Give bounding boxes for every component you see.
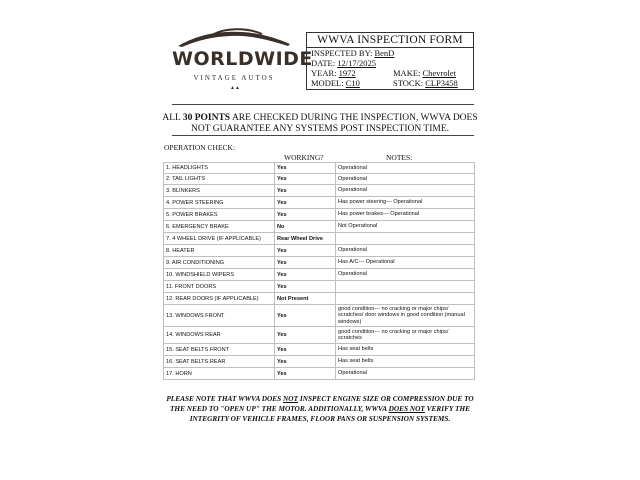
notes-cell: Operational [336,174,475,185]
working-cell: Yes [275,356,336,368]
table-row [164,185,475,197]
inspection-notice [160,113,480,135]
working-cell: Yes [275,368,336,380]
table-row [164,281,475,293]
stock-value: CLP3458 [425,78,458,88]
divider-bottom [172,135,474,136]
working-cell: Yes [275,327,336,344]
working-cell: Yes [275,209,336,221]
inspected-by-label: INSPECTED BY: [311,48,373,58]
operation-check-table [163,162,475,380]
operation-check-label: OPERATION CHECK: [164,143,236,152]
check-item-cell: 5. POWER BRAKES [164,209,275,221]
check-item-cell: 17. HORN [164,368,275,380]
check-item-cell: 15. SEAT BELTS FRONT [164,344,275,356]
logo-main-text: WORLDWIDE [172,48,313,70]
notes-cell [336,293,475,305]
table-row [164,269,475,281]
logo-ornament-icon: ▲▲ [230,86,240,91]
working-cell: Yes [275,257,336,269]
working-cell: Yes [275,281,336,293]
notes-cell: Has power brakes--- Operational [336,209,475,221]
working-cell: Yes [275,174,336,185]
table-row [164,293,475,305]
make-row [393,68,456,78]
working-cell: Yes [275,245,336,257]
working-cell: Yes [275,197,336,209]
working-cell: Yes [275,185,336,197]
date-value: 12/17/2025 [337,58,376,68]
make-label: MAKE: [393,68,421,78]
notes-cell [336,233,475,245]
date-label: DATE: [311,58,336,68]
worldwide-vintage-autos-logo [172,26,313,94]
notes-cell: good condition--- no cracking or major chips/ scratches/ door windows in good condition (manual windows) [336,305,475,327]
notes-cell: Has power steering--- Operational [336,197,475,209]
working-cell: Yes [275,305,336,327]
check-item-cell: 14. WINDOWS REAR [164,327,275,344]
year-label: YEAR: [311,68,337,78]
logo-sub-text: VINTAGE AUTOS [193,74,275,82]
footer-disclaimer [160,394,480,424]
table-row [164,356,475,368]
check-item-cell: 11. FRONT DOORS [164,281,275,293]
working-cell: Yes [275,163,336,174]
check-item-cell: 1. HEADLIGHTS [164,163,275,174]
check-item-cell: 9. AIR CONDITIONING [164,257,275,269]
table-row [164,174,475,185]
check-item-cell: 8. HEATER [164,245,275,257]
notice-text-1: ALL [162,113,183,123]
check-item-cell: 12. REAR DOORS (IF APPLICABLE) [164,293,275,305]
table-row [164,368,475,380]
model-value: C10 [345,78,360,88]
check-item-cell: 6. EMERGENCY BRAKE [164,221,275,233]
working-cell: Not Present [275,293,336,305]
footer-text-1: PLEASE NOTE THAT WWVA DOES [166,394,284,403]
inspected-by-value: BenD [374,48,395,58]
form-title: WWVA INSPECTION FORM [307,34,473,48]
notes-cell: Operational [336,163,475,174]
check-item-cell: 10. WINDSHIELD WIPERS [164,269,275,281]
working-header: WORKING? [284,153,324,162]
inspection-form-box [306,32,474,90]
notes-cell: Not Operational [336,221,475,233]
notes-cell: Operational [336,269,475,281]
notes-header: NOTES: [386,153,413,162]
check-item-cell: 2. TAIL LIGHTS [164,174,275,185]
date-row [311,58,376,68]
year-row [311,68,356,78]
footer-text-3: VERIFY THE INTEGRITY OF VEHICLE FRAMES, FLOOR PANS OR SUSPENSION SYSTEMS. [189,404,471,423]
check-item-cell: 7. 4 WHEEL DRIVE (IF APPLICABLE) [164,233,275,245]
table-row [164,163,475,174]
notes-cell: good condition--- no cracking or major chips/ scratches [336,327,475,344]
check-item-cell: 4. POWER STEERING [164,197,275,209]
table-row [164,197,475,209]
working-cell: Yes [275,269,336,281]
stock-row [393,78,458,88]
footer-text-2: INSPECT ENGINE SIZE OR COMPRESSION DUE TO THE NEED TO "OPEN UP" THE MOTOR. ADDITIONALLY, WWVA [169,394,474,413]
make-value: Chevrolet [422,68,457,78]
year-value: 1972 [338,68,356,78]
table-row [164,221,475,233]
table-row [164,245,475,257]
notice-text-2: ARE CHECKED DURING THE INSPECTION, WWVA DOES NOT GUARANTEE ANY SYSTEMS POST INSPECTION TIME. [190,113,478,134]
notes-cell: Operational [336,245,475,257]
notes-cell [336,281,475,293]
car-silhouette-icon [172,26,296,50]
stock-label: STOCK: [393,78,424,88]
check-item-cell: 13. WINDOWS FRONT [164,305,275,327]
divider-top [172,104,474,105]
model-label: MODEL: [311,78,344,88]
table-row [164,344,475,356]
notes-cell: Has seat belts [336,356,475,368]
notes-cell: Has seat belts [336,344,475,356]
table-row [164,257,475,269]
notes-cell: Has A/C--- Operational [336,257,475,269]
notice-points: 30 POINTS [182,113,231,123]
working-cell: No [275,221,336,233]
table-row [164,327,475,344]
footer-not-2: DOES NOT [388,404,425,413]
working-cell: Rear Wheel Drive [275,233,336,245]
notes-cell: Operational [336,368,475,380]
model-row [311,78,360,88]
table-row [164,233,475,245]
notes-cell: Operational [336,185,475,197]
check-item-cell: 3. BLINKERS [164,185,275,197]
working-cell: Yes [275,344,336,356]
table-row [164,305,475,327]
table-row [164,209,475,221]
footer-not-1: NOT [283,394,299,403]
check-item-cell: 16. SEAT BELTS REAR [164,356,275,368]
inspected-by-row [311,48,394,58]
